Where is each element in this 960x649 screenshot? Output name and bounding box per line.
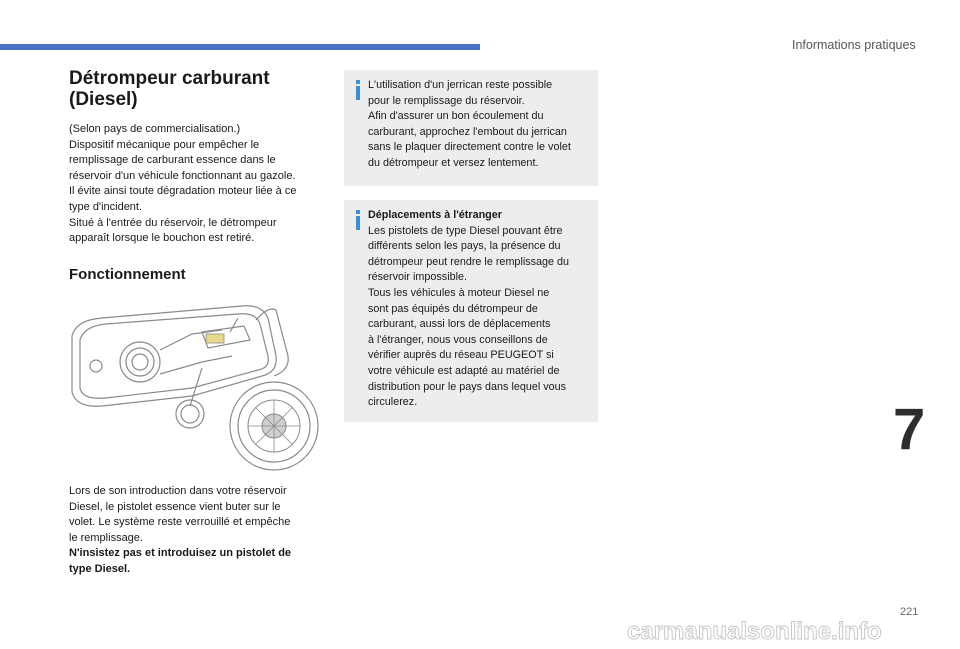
info-paragraph: [368, 208, 590, 411]
text-line: Diesel, le pistolet essence vient buter sur le: [69, 500, 281, 513]
text-line: type d'incident.: [69, 200, 143, 213]
text-line: (Selon pays de commercialisation.): [69, 123, 241, 135]
text-line: distribution pour le pays dans lequel vous: [368, 380, 567, 393]
text-line: différents selon les pays, la présence du: [368, 240, 561, 253]
text-line: détrompeur peut rendre le remplissage du: [368, 255, 570, 268]
text-line: carburant, aussi lors de déplacements: [368, 318, 551, 331]
text-line: remplissage de carburant essence dans le: [69, 154, 276, 167]
text-line: L'utilisation d'un jerrican reste possible: [368, 79, 553, 91]
text-line: sont pas équipés du détrompeur de: [368, 302, 538, 315]
text-line: réservoir impossible.: [368, 271, 468, 284]
warning-line: type Diesel.: [69, 562, 131, 575]
text-line: pour le remplissage du réservoir.: [368, 94, 525, 107]
text-line: Dispositif mécanique pour empêcher le: [69, 138, 260, 151]
text-line: volet. Le système reste verrouillé et empêche: [69, 516, 291, 529]
fuel-filler-illustration: [62, 296, 324, 472]
text-line: sans le plaquer directement contre le volet: [368, 141, 571, 154]
intro-paragraph: [69, 122, 321, 247]
watermark-logo: [627, 618, 907, 644]
page-title-line: Détrompeur carburant: [69, 68, 270, 89]
text-line: Situé à l'entrée du réservoir, le détrompeur: [69, 216, 277, 229]
watermark-text: carmanualsonline.info: [627, 618, 882, 644]
page-title: [69, 68, 321, 110]
text-line: du détrompeur et versez lentement.: [368, 156, 539, 169]
info-icon: [353, 80, 364, 100]
text-line: votre véhicule est adapté au matériel de: [368, 364, 560, 377]
text-line: Lors de son introduction dans votre réservoir: [69, 485, 287, 497]
header-accent-bar: [0, 44, 480, 50]
text-line: carburant, approchez l'embout du jerrican: [368, 125, 567, 138]
text-line: le remplissage.: [69, 531, 143, 544]
text-line: vérifier auprès du réseau PEUGEOT si: [368, 349, 554, 362]
operation-paragraph: [69, 484, 321, 578]
text-line: à l'étranger, nous vous conseillons de: [368, 333, 548, 346]
operation-text: [69, 484, 321, 578]
text-line: circulerez.: [368, 396, 418, 409]
text-line: Afin d'assurer un bon écoulement du: [368, 110, 544, 123]
text-line: Tous les véhicules à moteur Diesel ne: [368, 286, 550, 299]
intro-column: [69, 68, 321, 247]
section-heading: Fonctionnement: [69, 266, 186, 283]
page-number: 221: [900, 606, 919, 618]
chapter-number: 7: [893, 397, 926, 462]
info-box-jerrican: [344, 70, 598, 186]
info-icon: [353, 210, 364, 230]
text-line: Il évite ainsi toute dégradation moteur liée à ce: [69, 185, 297, 198]
text-line: réservoir d'un véhicule fonctionnant au gazole.: [69, 169, 296, 182]
page-title-line: (Diesel): [69, 89, 138, 110]
warning-line: N'insistez pas et introduisez un pistolet de: [69, 547, 292, 560]
text-line: apparaît lorsque le bouchon est retiré.: [69, 232, 255, 245]
info-box-travel: [344, 200, 598, 422]
section-title: Informations pratiques: [792, 38, 916, 52]
text-line: Les pistolets de type Diesel pouvant être: [368, 224, 563, 237]
info-paragraph: [368, 78, 590, 172]
info-heading: Déplacements à l'étranger: [368, 209, 502, 221]
